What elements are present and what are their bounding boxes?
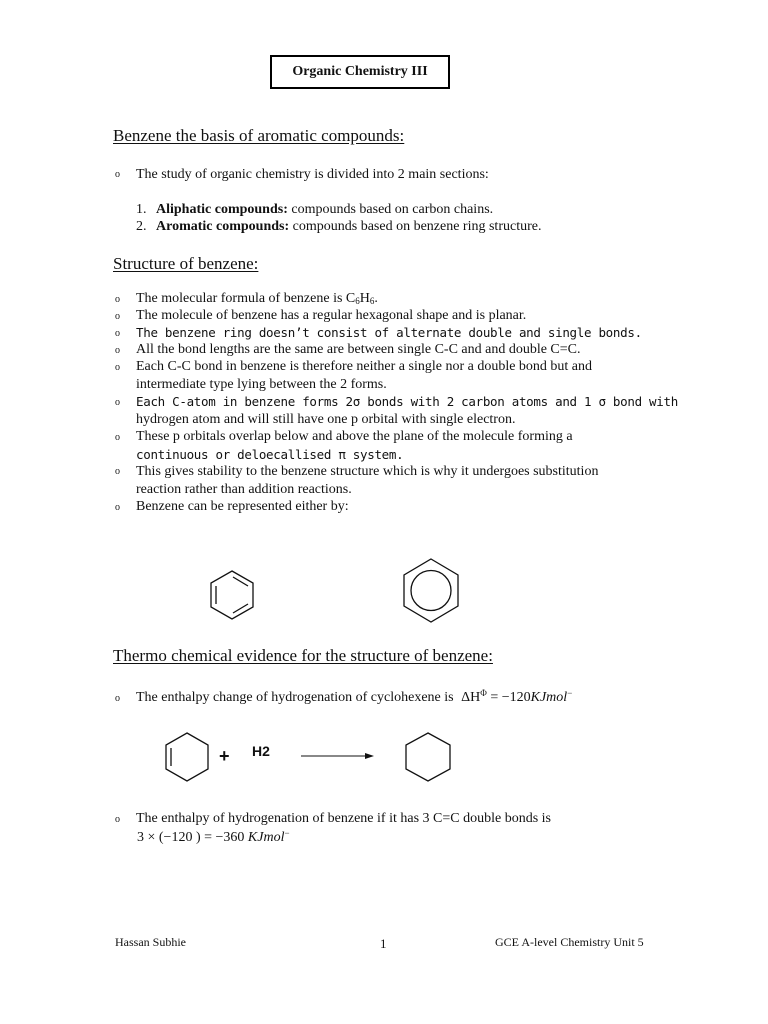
bullet-p-orbitals-line2: continuous or deloecallised π system.: [136, 447, 404, 462]
bullet-benzene-enthalpy: The enthalpy of hydrogenation of benzene if it has 3 C=C double bonds is: [136, 811, 551, 826]
bullet-marker: o: [115, 432, 120, 443]
list-term: Aliphatic compounds:: [156, 202, 288, 217]
plus-sign: +: [219, 746, 230, 766]
bullet-bond-lengths: All the bond lengths are the same are between single C-C and and double C=C.: [136, 342, 581, 357]
intro-text: The study of organic chemistry is divided into 2 main sections:: [136, 167, 489, 182]
bullet-stability-line1: This gives stability to the benzene structure which is why it undergoes substitution: [136, 464, 599, 479]
list-term: Aromatic compounds:: [156, 219, 290, 234]
list-desc: compounds based on benzene ring structure.: [292, 219, 542, 234]
bullet-marker: o: [115, 311, 120, 322]
bullet-marker: o: [115, 397, 120, 408]
delta-h-symbol: ΔH: [461, 690, 481, 705]
bullet-represented: Benzene can be represented either by:: [136, 499, 349, 514]
section-heading-aromatic: Benzene the basis of aromatic compounds:: [113, 126, 405, 145]
bullet-marker: o: [115, 693, 120, 704]
bullet-intermediate-line1: Each C-C bond in benzene is therefore neither a single nor a double bond but and: [136, 359, 593, 374]
list-desc: compounds based on carbon chains.: [291, 202, 494, 217]
bullet-marker: o: [115, 328, 120, 339]
bullet-sigma-bonds-line2: hydrogen atom and will still have one p orbital with single electron.: [136, 412, 516, 427]
bullet-hexagonal: The molecule of benzene has a regular hexagonal shape and is planar.: [136, 308, 527, 323]
bullet-marker: o: [115, 345, 120, 356]
bullet-cyclohexene-enthalpy: The enthalpy change of hydrogenation of cyclohexene is $\Delta H^\Phi$ = −120KJmol−: [136, 688, 573, 705]
bullet-intermediate-line2: intermediate type lying between the 2 forms.: [136, 377, 387, 392]
enthalpy-calculation: 3 × (−120 ) = −360 KJmol−: [137, 828, 290, 845]
footer-author: Hassan Subhie: [115, 935, 186, 949]
bullet-marker: o: [115, 362, 120, 373]
bullet-p-orbitals-line1: These p orbitals overlap below and above the plane of the molecule forming a: [136, 429, 573, 444]
bullet-not-alternate: The benzene ring doesn’t consist of alternate double and single bonds.: [136, 325, 642, 340]
section-heading-structure: Structure of benzene:: [113, 254, 259, 273]
bullet-stability-line2: reaction rather than addition reactions.: [136, 482, 352, 497]
bullet-marker: o: [115, 502, 120, 513]
bullet-sigma-bonds-line1: Each C-atom in benzene forms 2σ bonds with 2 carbon atoms and 1 σ bond with: [136, 394, 678, 409]
reagent-h2: H2: [252, 743, 270, 759]
section-heading-thermochemical: Thermo chemical evidence for the structure of benzene:: [113, 646, 493, 665]
list-number: 1.: [136, 202, 147, 217]
bullet-marker: o: [115, 294, 120, 305]
list-number: 2.: [136, 219, 147, 234]
bullet-marker: o: [115, 814, 120, 825]
document-title: Organic Chemistry III: [270, 55, 450, 89]
bullet-marker: o: [115, 169, 120, 180]
footer-course: GCE A-level Chemistry Unit 5: [495, 935, 644, 949]
bullet-formula: The molecular formula of benzene is $C_6H_6$.: [136, 291, 378, 306]
footer-page-number: 1: [380, 936, 387, 951]
bullet-marker: o: [115, 466, 120, 477]
